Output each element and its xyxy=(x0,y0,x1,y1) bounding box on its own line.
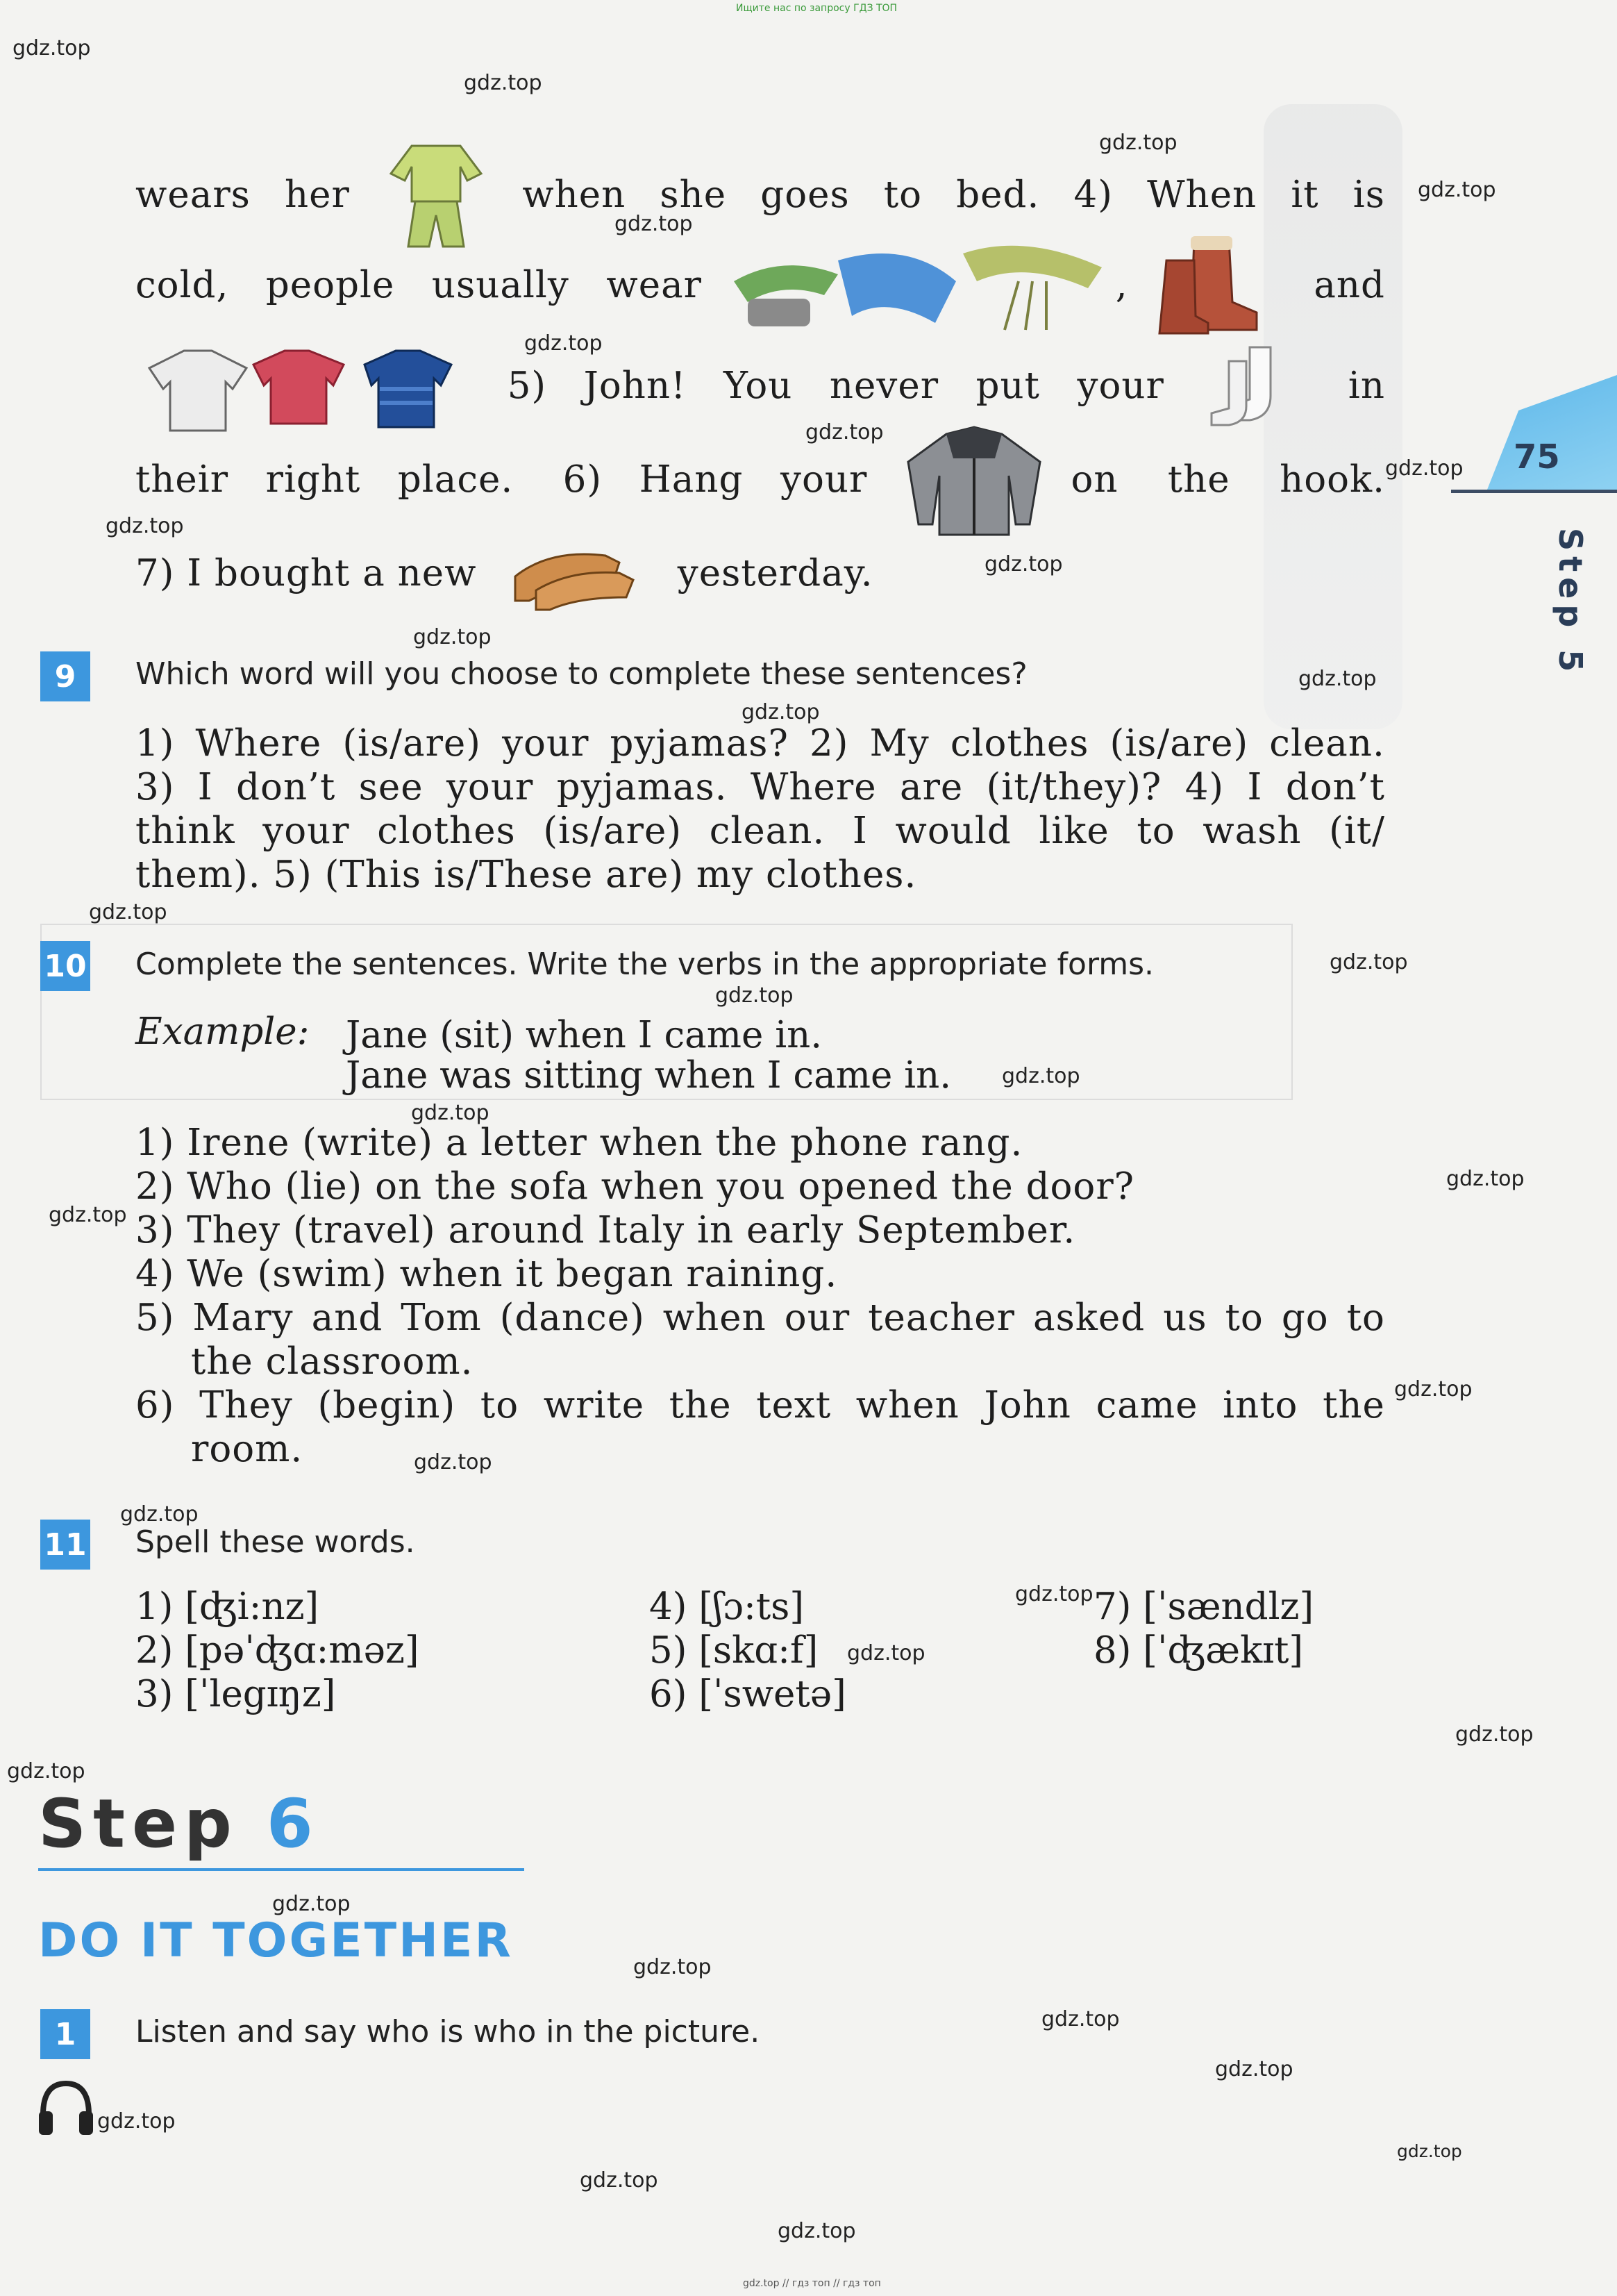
word: (is/are) xyxy=(543,809,682,852)
watermark: gdz.top xyxy=(715,983,794,1008)
page-tab-rule xyxy=(1451,490,1617,493)
word: into xyxy=(1223,1383,1298,1426)
phonetic-item: 4) [ʃɔ:ts] xyxy=(649,1586,805,1628)
phonetic-item: 2) [pəˈʤɑ:məz] xyxy=(135,1629,419,1672)
ex10-item: 2) Who (lie) on the sofa when you opened the door? xyxy=(135,1165,1135,1208)
watermark: gdz.top xyxy=(614,212,693,236)
word: put xyxy=(975,364,1040,407)
exercise-1-task: Listen and say who is who in the picture. xyxy=(135,2014,760,2049)
ex10-item xyxy=(135,1293,1385,1342)
ex10-item: 1) Irene (write) a letter when the phone rang. xyxy=(135,1121,1023,1164)
comma: , xyxy=(1115,263,1128,306)
word: I xyxy=(1247,765,1263,808)
ex9-line xyxy=(135,763,1385,811)
word: usually xyxy=(431,263,569,306)
word: on xyxy=(1071,458,1119,501)
watermark: gdz.top xyxy=(847,1641,925,1665)
step-heading xyxy=(38,1785,320,1863)
word: Mary xyxy=(192,1296,294,1339)
sweater-icon xyxy=(135,333,483,438)
word: (dance) xyxy=(499,1296,645,1339)
word: 4) xyxy=(1073,173,1113,216)
watermark: gdz.top xyxy=(580,2168,658,2193)
phonetic-item: 8) [ˈʤækɪt] xyxy=(1094,1629,1304,1672)
watermark: gdz.top xyxy=(464,71,542,95)
watermark: gdz.top xyxy=(1041,2007,1120,2031)
word: your xyxy=(780,458,868,501)
watermark: gdz.top xyxy=(1455,1722,1534,1747)
watermark: gdz.top xyxy=(1099,131,1178,155)
word: think xyxy=(135,809,235,852)
word: wears xyxy=(135,173,251,216)
word: I xyxy=(197,765,213,808)
word: goes xyxy=(760,173,850,216)
phonetic-item: 6) [ˈswetə] xyxy=(649,1673,846,1715)
watermark: gdz.top xyxy=(805,420,884,444)
watermark: gdz.top xyxy=(633,1955,712,1979)
word: her xyxy=(285,173,350,216)
watermark: gdz.top xyxy=(1418,178,1496,202)
word: Hang xyxy=(639,458,744,501)
watermark: gdz.top xyxy=(1446,1167,1525,1191)
ex10-item: room. xyxy=(191,1427,303,1470)
word: My xyxy=(869,722,930,765)
watermark: gdz.top xyxy=(272,1892,351,1916)
word: go xyxy=(1281,1296,1329,1339)
section-subheading: DO IT TOGETHER xyxy=(38,1913,513,1968)
word: in xyxy=(1348,364,1385,407)
step-number: 6 xyxy=(266,1785,320,1863)
watermark: gdz.top xyxy=(411,1101,489,1125)
word: don’t xyxy=(236,765,336,808)
word: to xyxy=(883,173,923,216)
word: and xyxy=(311,1296,383,1339)
page-number: 75 xyxy=(1514,438,1560,476)
exercise-11-number: 11 xyxy=(40,1520,90,1570)
exercise-9-task: Which word will you choose to complete these sentences? xyxy=(135,656,1028,692)
watermark: gdz.top xyxy=(742,700,820,724)
phonetic-item: 1) [ʤi:nz] xyxy=(135,1586,319,1628)
watermark: gdz.top xyxy=(120,1502,199,1526)
word: 3) xyxy=(135,765,175,808)
boots-icon xyxy=(1153,233,1264,337)
word: when xyxy=(522,173,626,216)
word: (begin) xyxy=(317,1383,456,1426)
word: the xyxy=(669,1383,732,1426)
example-label: Example: xyxy=(135,1010,310,1053)
exercise-10-task: Complete the sentences. Write the verbs in the appropriate forms. xyxy=(135,947,1155,982)
word: write xyxy=(543,1383,645,1426)
word: teacher xyxy=(868,1296,1015,1339)
word: 1) xyxy=(135,722,175,765)
watermark: gdz.top xyxy=(1394,1377,1473,1401)
ex9-line: them). 5) (This is/These are) my clothes. xyxy=(135,853,917,896)
ex10-item: 4) We (swim) when it began raining. xyxy=(135,1252,838,1295)
watermark: gdz.top xyxy=(1330,950,1408,974)
word: wear xyxy=(606,263,703,306)
word: us xyxy=(1163,1296,1207,1339)
word: to xyxy=(1346,1296,1385,1339)
watermark: gdz.top xyxy=(49,1203,127,1227)
example-answer: Jane was sitting when I came in. xyxy=(346,1054,952,1097)
example-sentence: Jane (sit) when I came in. xyxy=(346,1014,823,1056)
scarf-icon xyxy=(727,233,1116,337)
sentence: 7) I bought a new xyxy=(135,551,477,594)
headphones-icon xyxy=(35,2077,97,2139)
word: clothes xyxy=(377,809,516,852)
word: never xyxy=(829,364,939,407)
phonetic-item: 7) [ˈsændlz] xyxy=(1094,1586,1314,1628)
word: asked xyxy=(1033,1296,1146,1339)
watermark: gdz.top xyxy=(12,36,91,60)
word: clothes xyxy=(950,722,1089,765)
ex8-line-2 xyxy=(135,229,1385,340)
word: place. xyxy=(397,458,514,501)
word: Tom xyxy=(401,1296,482,1339)
watermark: gdz.top xyxy=(1385,456,1464,481)
step-word: Step xyxy=(38,1785,239,1863)
ex8-line-4 xyxy=(135,424,1385,535)
word: 6) xyxy=(562,458,603,501)
word: to xyxy=(1225,1296,1264,1339)
word: You xyxy=(723,364,793,407)
word: are xyxy=(899,765,964,808)
watermark: gdz.top xyxy=(414,1450,492,1474)
word: (it/ xyxy=(1329,809,1385,852)
ex10-item: 3) They (travel) around Italy in early September. xyxy=(135,1208,1076,1251)
watermark: gdz.top xyxy=(106,514,184,538)
word: it xyxy=(1291,173,1319,216)
bottom-note: gdz.top // гдз топ // гдз топ xyxy=(743,2278,881,2289)
word: 6) xyxy=(135,1383,175,1426)
word: wash xyxy=(1203,809,1302,852)
side-tab-label: Step 5 xyxy=(1552,528,1589,678)
word: your xyxy=(1077,364,1164,407)
watermark: gdz.top xyxy=(89,900,167,924)
word: don’t xyxy=(1285,765,1385,808)
jacket-icon xyxy=(905,420,1050,538)
watermark: gdz.top xyxy=(97,2109,176,2133)
watermark: gdz.top xyxy=(413,625,492,649)
word: pyjamas? xyxy=(610,722,789,765)
word: 5) xyxy=(507,364,547,407)
word: Where xyxy=(195,722,322,765)
word: came xyxy=(1096,1383,1198,1426)
word: 5) xyxy=(135,1296,175,1339)
word: (is/are) xyxy=(1109,722,1249,765)
phonetic-item: 3) [ˈlegɪŋz] xyxy=(135,1673,336,1715)
word: your xyxy=(262,809,350,852)
top-note: Ищите нас по запросу ГДЗ ТОП xyxy=(736,3,898,14)
watermark: gdz.top xyxy=(1015,1582,1094,1606)
word: people xyxy=(265,263,395,306)
watermark: gdz.top xyxy=(1298,667,1377,691)
word: is xyxy=(1352,173,1385,216)
word: when xyxy=(662,1296,766,1339)
ex8-line-5 xyxy=(135,528,1385,618)
word: your xyxy=(446,765,534,808)
word: 2) xyxy=(810,722,849,765)
shoes-icon xyxy=(501,535,640,611)
exercise-11-task: Spell these words. xyxy=(135,1524,415,1560)
word: hook. xyxy=(1280,458,1385,501)
word: bed. xyxy=(956,173,1040,216)
watermark: gdz.top xyxy=(7,1759,85,1783)
word: and xyxy=(1314,263,1385,306)
word: pyjamas. xyxy=(556,765,728,808)
word: (it/they)? xyxy=(986,765,1162,808)
word: your xyxy=(502,722,589,765)
watermark: gdz.top xyxy=(985,552,1063,576)
ex9-line xyxy=(135,719,1385,767)
exercise-9-number: 9 xyxy=(40,651,90,701)
step-heading-rule xyxy=(38,1868,524,1871)
socks-icon xyxy=(1201,340,1291,431)
word: They xyxy=(199,1383,293,1426)
word: to xyxy=(480,1383,519,1426)
word: yesterday. xyxy=(677,551,873,594)
word: would xyxy=(895,809,1012,852)
watermark: gdz.top xyxy=(524,331,603,356)
word: I xyxy=(852,809,868,852)
word: the xyxy=(1167,458,1230,501)
word: clean. xyxy=(1269,722,1385,765)
word: their xyxy=(135,458,229,501)
exercise-10-number: 10 xyxy=(40,941,90,991)
word: to xyxy=(1137,809,1175,852)
word: like xyxy=(1039,809,1109,852)
word: our xyxy=(784,1296,851,1339)
word: see xyxy=(358,765,424,808)
phonetic-item: 5) [skɑ:f] xyxy=(649,1629,819,1672)
ex10-item xyxy=(135,1381,1385,1429)
word: clean. xyxy=(709,809,826,852)
watermark: gdz.top xyxy=(778,2219,856,2243)
watermark: gdz.top xyxy=(1002,1064,1080,1088)
word: John xyxy=(984,1383,1071,1426)
word: Where xyxy=(750,765,877,808)
exercise-1-number: 1 xyxy=(40,2009,90,2059)
word: When xyxy=(1147,173,1257,216)
word: the xyxy=(1323,1383,1385,1426)
word: cold, xyxy=(135,263,229,306)
word: (is/are) xyxy=(342,722,481,765)
word: right xyxy=(265,458,361,501)
watermark: gdz.top xyxy=(1215,2057,1293,2081)
ex10-item: the classroom. xyxy=(191,1340,474,1383)
word: 4) xyxy=(1184,765,1225,808)
word: she xyxy=(660,173,727,216)
ex9-line xyxy=(135,806,1385,855)
word: text xyxy=(756,1383,832,1426)
word: John! xyxy=(583,364,687,407)
word: when xyxy=(855,1383,960,1426)
watermark: gdz.top xyxy=(1397,2141,1462,2161)
